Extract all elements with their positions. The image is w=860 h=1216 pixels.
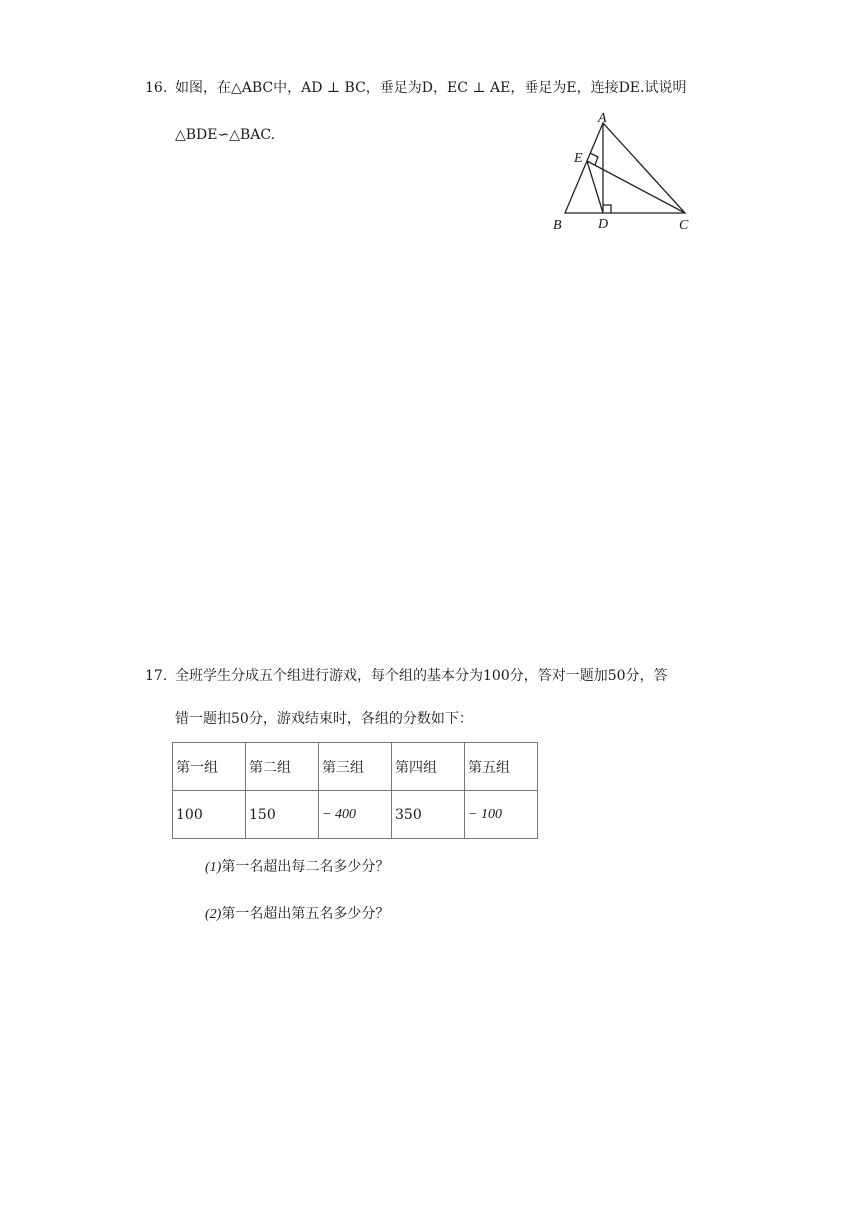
question-16-number: 16. [145,80,168,96]
table-value-cell: − 400 [319,791,392,839]
table-value-cell: 350 [392,791,465,839]
right-angle-mark-d [603,205,611,213]
table-header-cell: 第五组 [465,743,538,791]
label-a: A [598,112,607,126]
score-table [172,742,538,839]
sub-question-2-text: 第一名超出第五名多少分？ [221,906,390,922]
question-17-text-line1: 全班学生分成五个组进行游戏，每个组的基本分为100分，答对一题加50分，答 [175,668,668,684]
label-b: B [553,218,562,233]
sub-question-1 [205,857,389,878]
table-header-cell: 第三组 [319,743,392,791]
question-16-text-line2: △BDE∽△BAC. [175,127,276,143]
question-17-number: 17. [145,668,168,684]
table-value-cell: 150 [246,791,319,839]
sub-question-1-text: 第一名超出每二名多少分？ [221,859,390,875]
table-header-cell: 第四组 [392,743,465,791]
segment-ec [587,161,685,213]
question-17-text-line2: 错一题扣50分，游戏结束时，各组的分数如下： [175,711,473,727]
sub-question-2 [205,904,389,925]
triangle-figure [548,112,698,236]
table-value-row [173,791,538,839]
table-value-cell: − 100 [465,791,538,839]
triangle-abc [565,123,685,213]
table-header-cell: 第二组 [246,743,319,791]
table-header-cell: 第一组 [173,743,246,791]
label-d: D [598,217,609,232]
label-e: E [574,151,583,166]
table-value-cell: 100 [173,791,246,839]
question-16-text-line1: 如图，在△ABC中，AD ⊥ BC，垂足为D，EC ⊥ AE，垂足为E，连接DE.试说明 [175,80,687,96]
label-c: C [679,218,689,233]
table-header-row [173,743,538,791]
sub-question-2-number: (2) [205,907,222,922]
sub-question-1-number: (1) [205,860,222,875]
